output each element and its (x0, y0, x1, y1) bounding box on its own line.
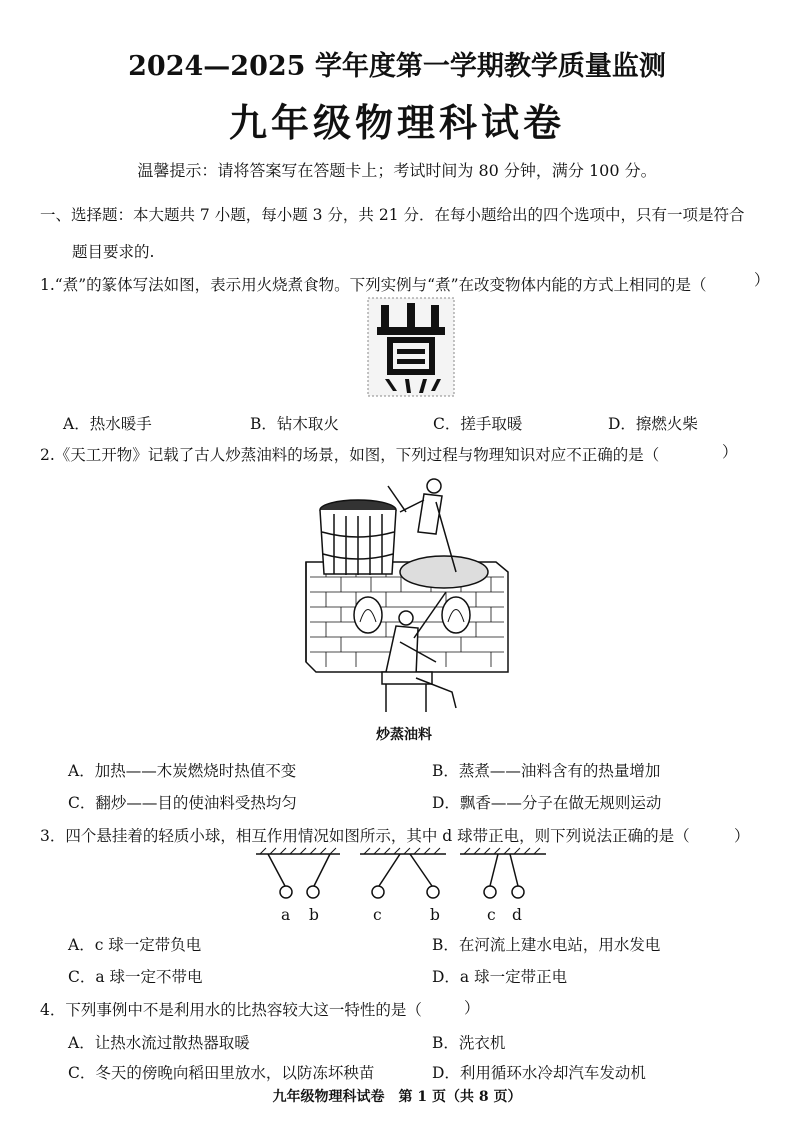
ball-label-c1: c (373, 906, 382, 924)
q2-option-c: C．翻炒——目的使油料受热均匀 (68, 794, 297, 812)
q3-option-c: C．a 球一定不带电 (68, 968, 203, 986)
charged-balls-diagram (250, 846, 560, 906)
q2-figure-caption: 炒蒸油料 (376, 727, 432, 743)
section1-instruction-line2: 题目要求的. (72, 243, 155, 261)
page-footer: 九年级物理科试卷 第 1 页（共 8 页） (272, 1089, 522, 1105)
ball-label-b1: b (309, 906, 319, 924)
q2-option-b: B．蒸煮——油料含有的热量增加 (432, 762, 661, 780)
q2-paren-close: ） (722, 443, 738, 461)
q1-option-d: D．擦燃火柴 (608, 415, 698, 433)
q3-option-a: A．c 球一定带负电 (68, 936, 202, 954)
q4-option-c: C．冬天的傍晚向稻田里放水，以防冻坏秧苗 (68, 1064, 375, 1082)
exam-tip: 温馨提示：请将答案写在答题卡上；考试时间为 80 分钟，满分 100 分。 (137, 161, 657, 180)
q3-option-d: D．a 球一定带正电 (432, 968, 568, 986)
q4-stem: 4．下列事例中不是利用水的比热容较大这一特性的是（ (40, 1001, 422, 1019)
q4-option-a: A．让热水流过散热器取暖 (68, 1034, 250, 1052)
oil-steaming-illustration (296, 472, 516, 722)
q1-stem: 1.“煮”的篆体写法如图，表示用火烧煮食物。下列实例与“煮”在改变物体内能的方式上相同的是（ (40, 276, 707, 294)
q1-option-c: C．搓手取暖 (433, 415, 523, 433)
q4-option-d: D．利用循环水冷却汽车发动机 (432, 1064, 646, 1082)
ball-label-a: a (281, 906, 291, 924)
q3-option-b: B．在河流上建水电站，用水发电 (432, 936, 661, 954)
q1-paren-close: ） (754, 271, 770, 289)
q2-option-d: D．飘香——分子在做无规则运动 (432, 794, 662, 812)
q1-option-b: B．钻木取火 (250, 415, 339, 433)
q3-stem: 3．四个悬挂着的轻质小球，相互作用情况如图所示，其中 d 球带正电，则下列说法正确的是（ (40, 827, 690, 845)
ball-label-d: d (512, 906, 522, 924)
q4-paren-close: ） (464, 999, 480, 1017)
q2-option-a: A．加热——木炭燃烧时热值不变 (68, 762, 297, 780)
zhu-seal-script-image (367, 297, 455, 397)
exam-title-line2: 九年级物理科试卷 (228, 100, 565, 145)
q3-paren-close: ） (734, 827, 750, 845)
q2-stem: 2.《天工开物》记载了古人炒蒸油料的场景，如图，下列过程与物理知识对应不正确的是（ (40, 446, 660, 464)
ball-label-b2: b (430, 906, 440, 924)
ball-label-c2: c (487, 906, 496, 924)
section1-instruction-line1: 一、选择题：本大题共 7 小题，每小题 3 分，共 21 分．在每小题给出的四个选项中，只有一项是符合 (40, 206, 745, 224)
q1-option-a: A．热水暖手 (63, 415, 152, 433)
exam-title-line1: 2024—2025 学年度第一学期教学质量监测 (128, 51, 666, 82)
q4-option-b: B．洗衣机 (432, 1034, 506, 1052)
